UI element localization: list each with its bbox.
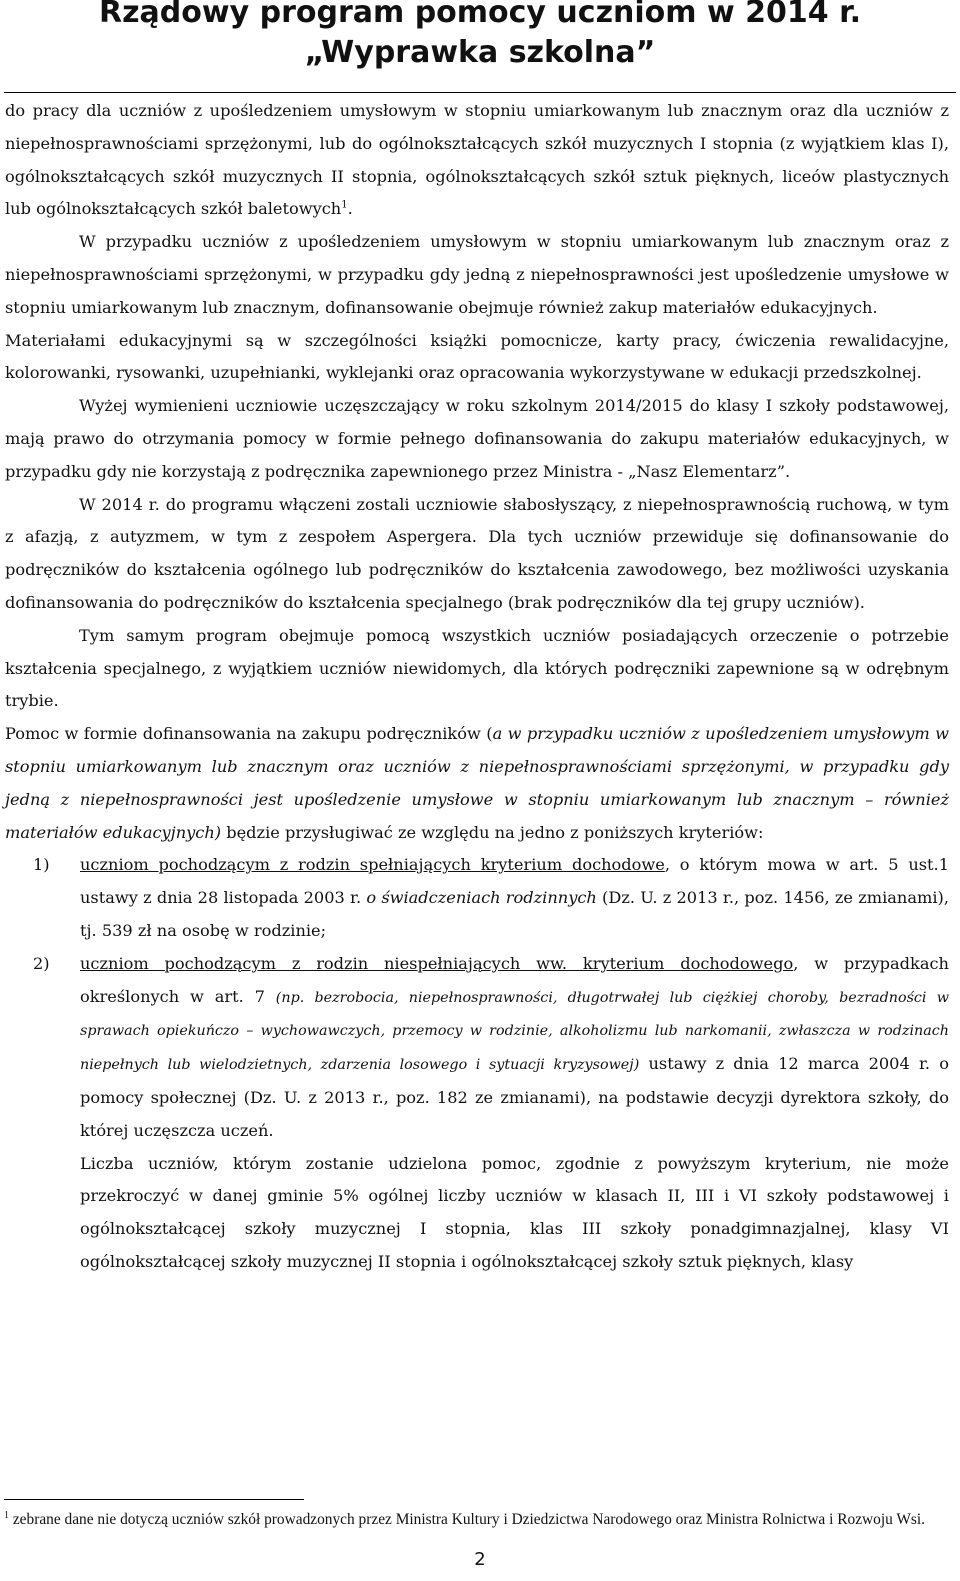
page-subtitle: „Wyprawka szkolna” xyxy=(304,35,656,70)
list-number: 2) xyxy=(33,953,50,973)
paragraph-5: W 2014 r. do programu włączeni zostali uczniowie słabosłyszący, z niepełnosprawnością ruchową, w tym z afazją, z autyzmem, w tym z zespołem Aspergera. Dla tych uczniów przewiduje się dofinansowanie do podręczników do kształcenia ogólnego lub podręczników do kształcenia zawodowego, bez możliwości uzyskania dofinansowania do podręczników do kształcenia specjalnego (brak podręczników dla tej grupy uczniów). xyxy=(5,494,949,612)
footnote-divider xyxy=(4,1499,304,1500)
paragraph-2: W przypadku uczniów z upośledzeniem umysłowym w stopniu umiarkowanym lub znacznym oraz z niepełnosprawnościami sprzężonymi, w przypadku gdy jedną z niepełnosprawności jest upośledzenie umysłowe w stopniu umiarkowanym lub znacznym, dofinansowanie obejmuje również zakup materiałów edukacyjnych. xyxy=(5,232,949,317)
footnote-text: zebrane dane nie dotyczą uczniów szkół prowadzonych przez Ministra Kultury i Dziedzictwa Narodowego oraz Ministra Rolnictwa i Rozwoju Wsi. xyxy=(9,1511,926,1528)
footnote xyxy=(4,1508,934,1531)
list-number: 1) xyxy=(33,855,50,875)
paragraph-4: Wyżej wymienieni uczniowie uczęszczający w roku szkolnym 2014/2015 do klasy I szkoły podstawowej, mają prawo do otrzymania pomocy w formie pełnego dofinansowania do zakupu materiałów edukacyjnych, w przypadku gdy nie korzystają z podręcznika zapewnionego przez Ministra - „Nasz Elementarz”. xyxy=(5,396,949,481)
page-number: 2 xyxy=(474,1549,486,1570)
list-item: 1) uczniom pochodzącym z rodzin spełniających kryterium dochodowe, o którym mowa w art. 5 ust.1 ustawy z dnia 28 listopada 2003 r. o świadczeniach rodzinnych (Dz. U. z 2013 r., poz. 1456, ze zmianami), tj. 539 zł na osobę w rodzinie; xyxy=(5,849,949,947)
list-item: 2) uczniom pochodzącym z rodzin niespełniających ww. kryterium dochodowego, w przypadkach określonych w art. 7 (np. bezrobocia, niepełnosprawności, długotrwałej lub ciężkiej choroby, bezradności w sprawach opiekuńczo – wychowawczych, przemocy w rodzinie, alkoholizmu lub narkomanii, zwłaszcza w rodzinach niepełnych lub wielodzietnych, zdarzenia losowego i sytuacji kryzysowej) ustawy z dnia 12 marca 2004 r. o pomocy społecznej (Dz. U. z 2013 r., poz. 182 ze zmianami), na podstawie decyzji dyrektora szkoły, do której uczęszcza uczeń. xyxy=(5,948,949,1148)
paragraph-3: Materiałami edukacyjnymi są w szczególności książki pomocnicze, karty pracy, ćwiczenia rewalidacyjne, kolorowanki, rysowanki, uzupełnianki, wyklejanki oraz opracowania wykorzystywane w edukacji przedszkolnej. xyxy=(5,330,949,383)
footnote-reference[interactable]: 1 xyxy=(341,200,348,211)
document-body xyxy=(5,95,949,1279)
page-title: Rządowy program pomocy uczniom w 2014 r. xyxy=(98,0,861,30)
paragraph-7: Pomoc w formie dofinansowania na zakupu podręczników (a w przypadku uczniów z upośledzeniem umysłowym w stopniu umiarkowanym lub znacznym oraz uczniów z niepełnosprawnościami sprzężonymi, w przypadku gdy jedną z niepełnosprawności jest upośledzenie umysłowe w stopniu umiarkowanym lub znacznym – również materiałów edukacyjnych) będzie przysługiwać ze względu na jedno z poniższych kryteriów: xyxy=(5,724,949,842)
criterion-title: uczniom pochodzącym z rodzin spełniających kryterium dochodowe xyxy=(80,855,665,875)
header-divider xyxy=(4,92,956,93)
paragraph-1: do pracy dla uczniów z upośledzeniem umysłowym w stopniu umiarkowanym lub znacznym oraz dla uczniów z niepełnosprawnościami sprzężonymi, lub do ogólnokształcących szkół muzycznych I stopnia (z wyjątkiem klas I), ogólnokształcących szkół muzycznych II stopnia, ogólnokształcących szkół sztuk pięknych, liceów plastycznych lub ogólnokształcących szkół baletowych$^1$. xyxy=(5,101,949,219)
paragraph-6: Tym samym program obejmuje pomocą wszystkich uczniów posiadających orzeczenie o potrzebie kształcenia specjalnego, z wyjątkiem uczniów niewidomych, dla których podręczniki zapewnione są w odrębnym trybie. xyxy=(5,625,949,711)
paragraph-8: Liczba uczniów, którym zostanie udzielona pomoc, zgodnie z powyższym kryterium, nie może przekroczyć w danej gminie 5% ogólnej liczby uczniów w klasach II, III i VI szkoły podstawowej i ogólnokształcącej szkoły muzycznej I stopnia, klas III szkoły ponadgimnazjalnej, klasy VI ogólnokształcącej szkoły muzycznej II stopnia i ogólnokształcącej szkoły sztuk pięknych, klasy xyxy=(80,1153,949,1271)
footnote-mark: 1 xyxy=(4,1509,9,1521)
criterion-title: uczniom pochodzącym z rodzin niespełniających ww. kryterium dochodowego xyxy=(80,953,794,973)
